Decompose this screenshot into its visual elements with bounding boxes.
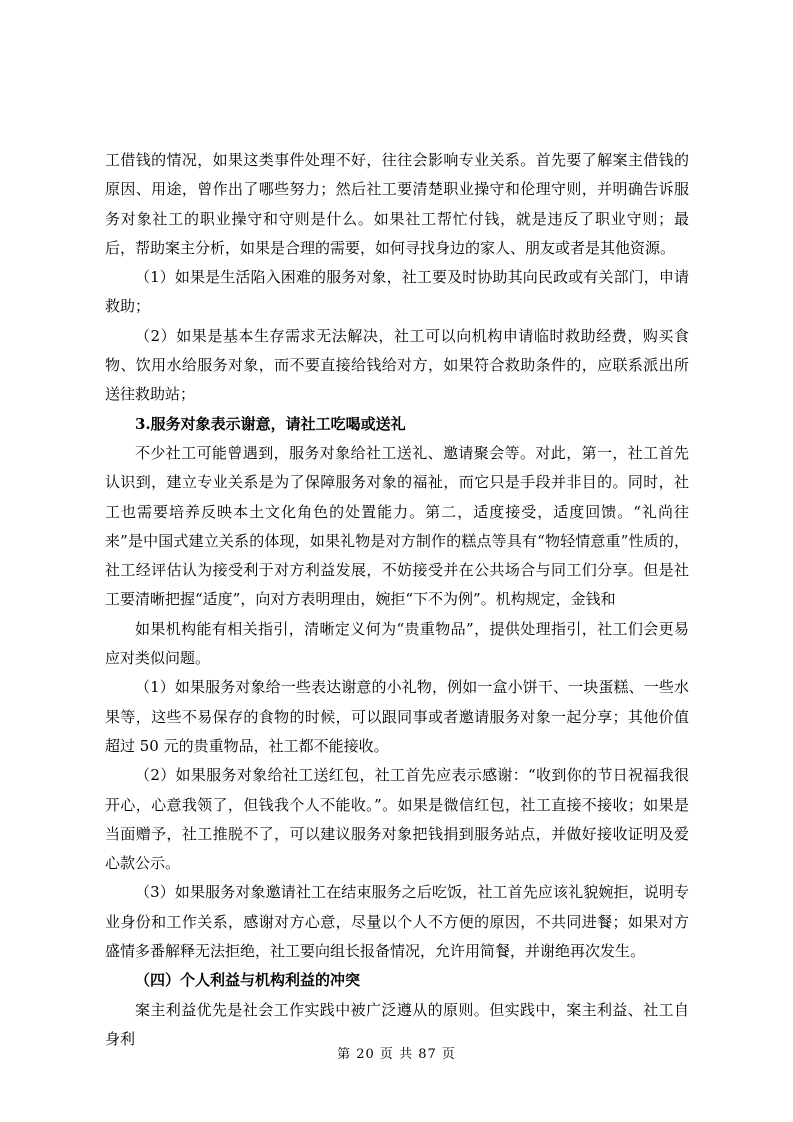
paragraph-basic-needs: （2）如果是基本生存需求无法解决，社工可以向机构申请临时救助经费，购买食物、饮用水给服务对象，而不要直接给钱给对方，如果符合救助条件的，应联系派出所送往救助站；: [105, 326, 689, 404]
page-footer: 第 20 页 共 87 页: [337, 1047, 456, 1062]
paragraph-client-interest: 案主利益优先是社会工作实践中被广泛遵从的原则。但实践中，案主利益、社工自身利: [105, 1000, 689, 1048]
section-heading-interest-conflict: （四）个人利益与机构利益的冲突: [135, 971, 361, 990]
paragraph-red-envelope: （2）如果服务对象给社工送红包，社工首先应表示感谢：“收到你的节日祝福我很开心，心意我领了，但钱我个人不能收。”。如果是微信红包，社工直接不接收；如果是当面赠予，社工推脱不了，可以建议服务对象把钱捐到服务站点，并做好接收证明及爱心款公示。: [105, 766, 689, 873]
body-text: [105, 146, 689, 1054]
paragraph-meal-invitation: （3）如果服务对象邀请社工在结束服务之后吃饭，社工首先应该礼貌婉拒，说明专业身份和工作关系，感谢对方心意，尽量以个人不方便的原因，不共同进餐；如果对方盛情多番解释无法拒绝，社工要向组长报备情况，允许用简餐，并谢绝再次发生。: [105, 883, 689, 961]
paragraph-borrowing-money: 工借钱的情况，如果这类事件处理不好，往往会影响专业关系。首先要了解案主借钱的原因、用途，曾作出了哪些努力；然后社工要清楚职业操守和伦理守则，并明确告诉服务对象社工的职业操守和守则是什么。如果社工帮忙付钱，就是违反了职业守则；最后，帮助案主分析，如果是合理的需要，如何寻找身边的家人、朋友或者是其他资源。: [105, 151, 689, 257]
paragraph-gift-handling: 不少社工可能曾遇到，服务对象给社工送礼、邀请聚会等。对此，第一，社工首先认识到，建立专业关系是为了保障服务对象的福祉，而它只是手段并非目的。同时，社工也需要培养反映本土文化角色的处置能力。第二，适度接受，适度回馈。“礼尚往来”是中国式建立关系的体现，如果礼物是对方制作的糕点等具有“物轻情意重”性质的，社工经评估认为接受利于对方利益发展，不妨接受并在公共场合与同工们分享。但是社工要清晰把握“适度”，向对方表明理由，婉拒“下不为例”。机构规定，金钱和: [105, 443, 689, 609]
paragraph-small-gifts: （1）如果服务对象给一些表达谢意的小礼物，例如一盒小饼干、一块蛋糕、一些水果等，这些不易保存的食物的时候，可以跟同事或者邀请服务对象一起分享；其他价值超过 50 元的贵重物品，社工都不能接收。: [105, 678, 689, 755]
paragraph-hardship-aid: （1）如果是生活陷入困难的服务对象，社工要及时协助其向民政或有关部门，申请救助；: [105, 268, 689, 316]
paragraph-agency-guidance: 如果机构能有相关指引，清晰定义何为“贵重物品”，提供处理指引，社工们会更易应对类似问题。: [105, 619, 689, 668]
section-heading-gifts: 3.服务对象表示谢意，请社工吃喝或送礼: [135, 414, 406, 433]
